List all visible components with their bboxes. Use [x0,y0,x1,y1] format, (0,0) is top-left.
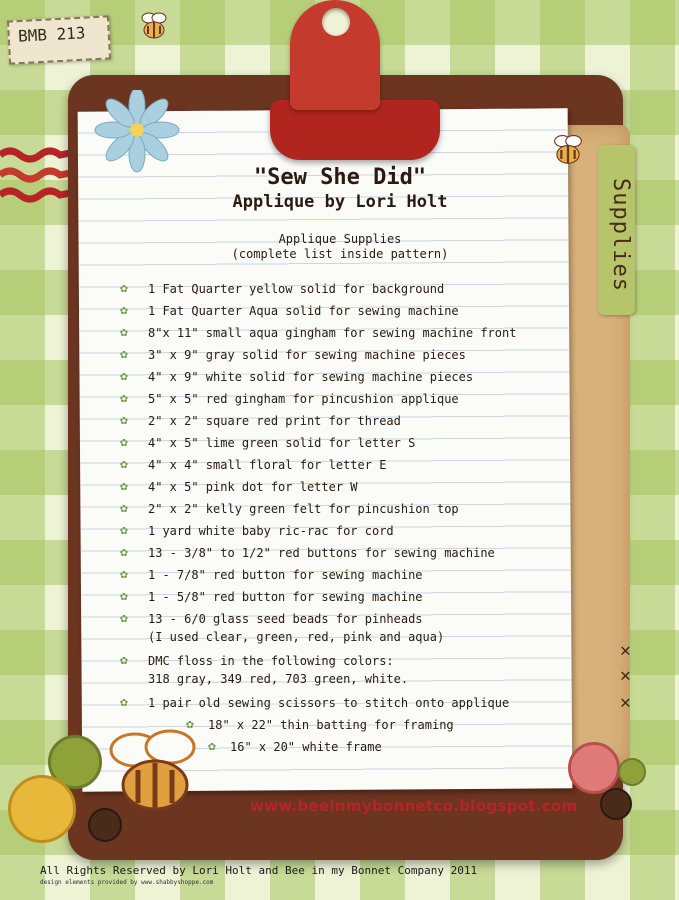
sprig-icon: ✿ [120,523,128,538]
sprig-icon: ✿ [208,739,216,754]
supplies-heading: Applique Supplies [278,232,402,246]
sprig-icon: ✿ [120,391,128,406]
list-item: ✿ 4" x 5" pink dot for letter W [120,479,358,494]
list-item: ✿ 16" x 20" white frame [208,739,382,754]
ricrac-ribbon-decoration [0,145,70,205]
sprig-icon: ✿ [120,369,128,384]
list-item: ✿ 1 pair old sewing scissors to stitch onto applique [120,695,510,710]
sprig-icon: ✿ [120,589,128,604]
brown-button-icon [600,788,632,820]
sprig-icon: ✿ [120,611,128,626]
stitch-x-icon: ✕ [620,665,631,686]
list-item: ✿ 2" x 2" square red print for thread [120,413,401,428]
supplies-tab-label: Supplies [608,178,633,292]
list-item: ✿ 1 - 5/8" red button for sewing machine [120,589,423,604]
list-item: ✿ 3" x 9" gray solid for sewing machine pieces [120,347,466,362]
supplies-note: (complete list inside pattern) [231,247,449,261]
pattern-code: BMB 213 [17,23,86,46]
sprig-icon: ✿ [120,347,128,362]
list-item: ✿ 4" x 9" white solid for sewing machine pieces [120,369,474,384]
supplies-list [118,278,558,758]
list-item: ✿ DMC floss in the following colors: 318 gray, 349 red, 703 green, white. [120,653,409,686]
list-item: ✿ 2" x 2" kelly green felt for pincushion top [120,501,459,516]
brown-button-icon [88,808,122,842]
yellow-button-icon [8,775,76,843]
list-item: ✿ 1 yard white baby ric-rac for cord [120,523,394,538]
design-credit: design elements provided by www.shabbyshoppe.com [40,879,214,886]
list-item: ✿ 1 - 7/8" red button for sewing machine [120,567,423,582]
list-item: ✿ 8"x 11" small aqua gingham for sewing machine front [120,325,517,340]
sprig-icon: ✿ [120,303,128,318]
sprig-icon: ✿ [120,413,128,428]
sprig-icon: ✿ [120,653,128,668]
sprig-icon: ✿ [120,545,128,560]
copyright-footer: All Rights Reserved by Lori Holt and Bee in my Bonnet Company 2011 [40,864,478,877]
list-item: ✿ 4" x 4" small floral for letter E [120,457,387,472]
list-item: ✿ 13 - 6/0 glass seed beads for pinheads (I used clear, green, red, pink and aqua) [120,611,445,644]
sprig-icon: ✿ [120,501,128,516]
stitch-x-icon: ✕ [620,692,631,713]
sprig-icon: ✿ [186,717,194,732]
website-link[interactable]: www.beeinmybonnetco.blogspot.com [250,797,578,815]
sprig-icon: ✿ [120,325,128,340]
list-item: ✿ 5" x 5" red gingham for pincushion applique [120,391,459,406]
sprig-icon: ✿ [120,435,128,450]
bee-icon [136,8,172,44]
list-item: ✿ 1 Fat Quarter Aqua solid for sewing machine [120,303,459,318]
stitch-x-icon: ✕ [620,640,631,661]
list-item: ✿ 1 Fat Quarter yellow solid for background [120,281,445,296]
sprig-icon: ✿ [120,567,128,582]
clip-hole [322,8,350,36]
page-subtitle: Applique by Lori Holt [232,192,448,212]
bee-icon [548,130,588,170]
sprig-icon: ✿ [120,281,128,296]
sprig-icon: ✿ [120,695,128,710]
small-green-button-icon [618,758,646,786]
list-item: ✿ 18" x 22" thin batting for framing [186,717,454,732]
page-title: "Sew She Did" [253,165,427,190]
list-item: ✿ 13 - 3/8" to 1/2" red buttons for sewing machine [120,545,495,560]
pink-button-icon [568,742,620,794]
list-item: ✿ 4" x 5" lime green solid for letter S [120,435,416,450]
sprig-icon: ✿ [120,457,128,472]
sprig-icon: ✿ [120,479,128,494]
